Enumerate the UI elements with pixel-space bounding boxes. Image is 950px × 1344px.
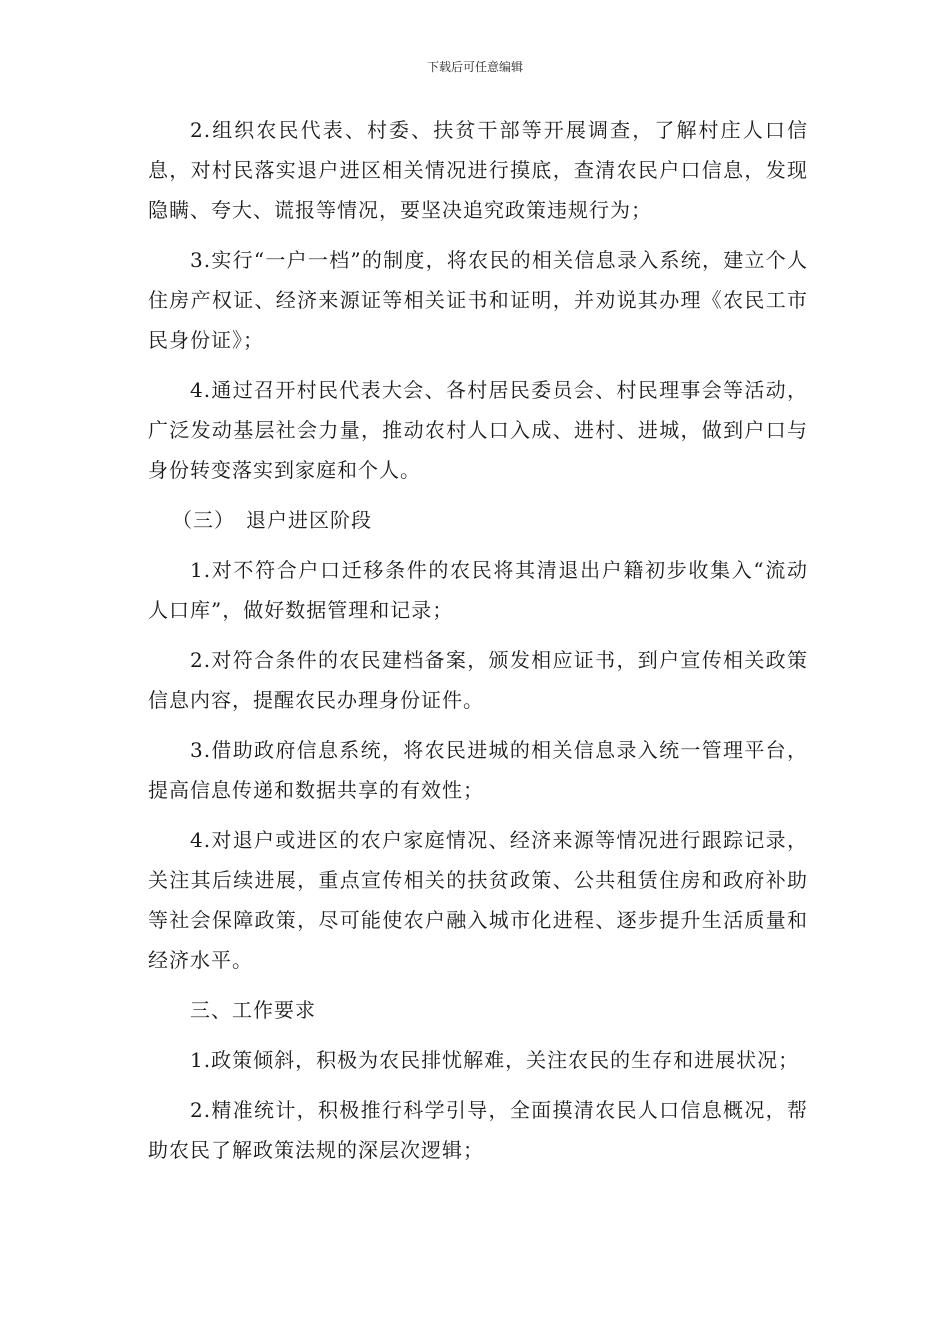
section-heading-work-requirements: 三、工作要求	[190, 998, 316, 1022]
paragraph-filing-certificates: 2.对符合条件的农民建档备案，颁发相应证书，到户宣传相关政策信息内容，提醒农民办理身份证件。	[148, 648, 808, 712]
paragraph-mobilization: 4.通过召开村民代表大会、各村居民委员会、村民理事会等活动，广泛发动基层社会力量，推动农村人口入成、进村、进城，做到户口与身份转变落实到家庭和个人。	[148, 378, 808, 482]
paragraph-investigation: 2.组织农民代表、村委、扶贫干部等开展调查，了解村庄人口信息，对村民落实退户进区相关情况进行摸底，查清农民户口信息，发现隐瞒、夸大、谎报等情况，要坚决追究政策违规行为；	[148, 118, 808, 222]
paragraph-information-system: 3.借助政府信息系统，将农民进城的相关信息录入统一管理平台，提高信息传递和数据共享的有效性；	[148, 738, 808, 802]
paragraph-one-household-one-file: 3.实行“一户一档”的制度，将农民的相关信息录入系统，建立个人住房产权证、经济来源证等相关证书和证明，并劝说其办理《农民工市民身份证》；	[148, 248, 808, 352]
section-heading-stage-three: （三） 退户进区阶段	[172, 508, 372, 532]
paragraph-precise-statistics: 2.精准统计，积极推行科学引导，全面摸清农民人口信息概况，帮助农民了解政策法规的深层次逻辑；	[148, 1098, 808, 1162]
paragraph-policy-tilt: 1.政策倾斜，积极为农民排忧解难，关注农民的生存和进展状况；	[190, 1048, 800, 1072]
document-body	[148, 110, 808, 1180]
paragraph-floating-population: 1.对不符合户口迁移条件的农民将其清退出户籍初步收集入“流动人口库”，做好数据管理和记录；	[148, 558, 808, 622]
paragraph-tracking-records: 4.对退户或进区的农户家庭情况、经济来源等情况进行跟踪记录，关注其后续进展，重点宣传相关的扶贫政策、公共租赁住房和政府补助等社会保障政策，尽可能使农户融入城市化进程、逐步提升生活质量和经济水平。	[148, 828, 808, 972]
page-header: 下载后可任意编辑	[426, 60, 523, 74]
